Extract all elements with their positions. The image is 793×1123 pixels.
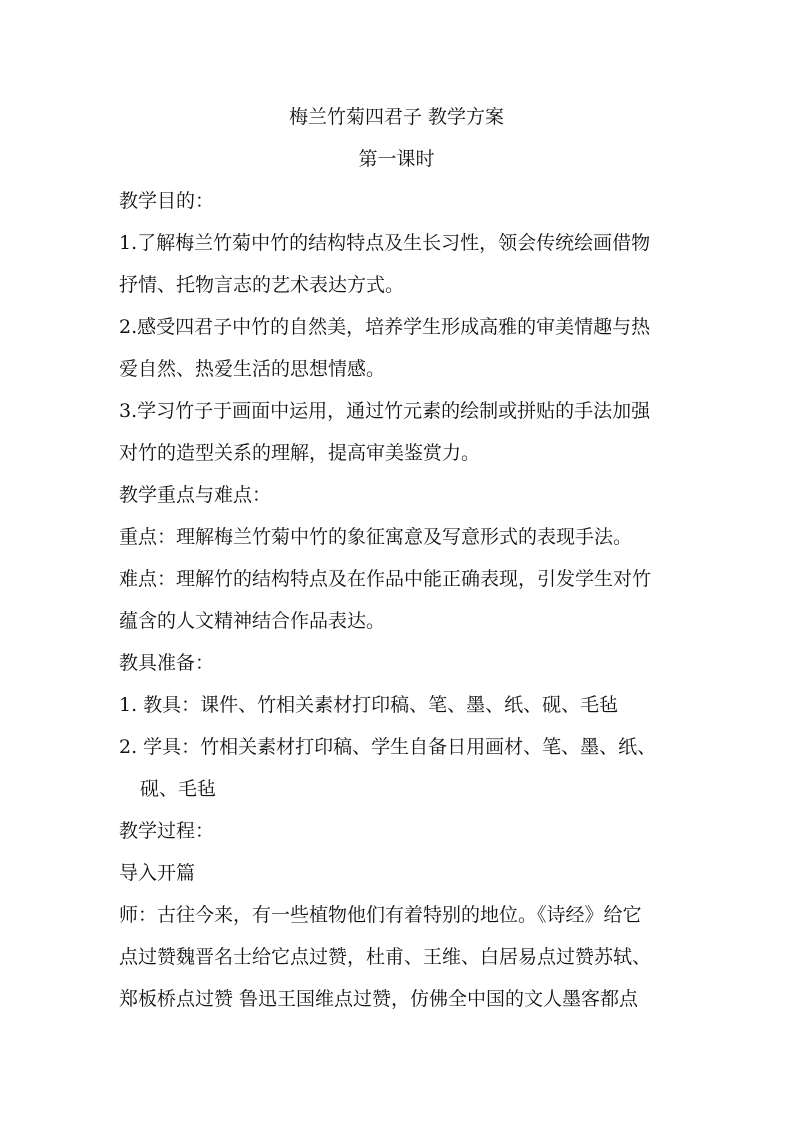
lesson-subtitle: 第一课时 bbox=[358, 148, 435, 170]
student-materials-line-1: 2. 学具：竹相关素材打印稿、学生自备日用画材、笔、墨、纸、 bbox=[119, 736, 657, 758]
teacher-speech-line-3: 郑板桥点过赞 鲁迅王国维点过赞，仿佛全中国的文人墨客都点 bbox=[119, 988, 639, 1010]
teacher-speech-line-1: 师：古往今来，有一些植物他们有着特别的地位。《诗经》给它 bbox=[119, 904, 642, 926]
section-heading-process: 教学过程： bbox=[119, 820, 215, 842]
section-heading-materials: 教具准备： bbox=[119, 652, 215, 674]
difficulty-line-1: 难点：理解竹的结构特点及在作品中能正确表现，引发学生对竹 bbox=[119, 568, 652, 590]
difficulty-line-2: 蕴含的人文精神结合作品表达。 bbox=[119, 610, 386, 632]
objective-1-line-2: 抒情、托物言志的艺术表达方式。 bbox=[119, 274, 405, 296]
objective-3-line-2: 对竹的造型关系的理解，提高审美鉴赏力。 bbox=[119, 442, 481, 464]
teacher-speech-line-2: 点过赞魏晋名士给它点过赞，杜甫、王维、白居易点过赞苏轼、 bbox=[119, 946, 652, 968]
section-heading-objectives: 教学目的： bbox=[119, 190, 215, 212]
key-point-text: 重点：理解梅兰竹菊中竹的象征寓意及写意形式的表现手法。 bbox=[119, 526, 633, 548]
student-materials-line-2: 砚、毛毡 bbox=[140, 778, 217, 800]
objective-2-line-1: 2.感受四君子中竹的自然美，培养学生形成高雅的审美情趣与热 bbox=[119, 316, 651, 338]
objective-3-line-1: 3.学习竹子于画面中运用，通过竹元素的绘制或拼贴的手法加强 bbox=[119, 400, 651, 422]
intro-heading: 导入开篇 bbox=[119, 862, 196, 884]
teacher-materials: 1. 教具：课件、竹相关素材打印稿、笔、墨、纸、砚、毛毡 bbox=[119, 694, 619, 716]
document-title: 梅兰竹菊四君子 教学方案 bbox=[288, 106, 505, 128]
section-heading-key-points: 教学重点与难点： bbox=[119, 484, 272, 506]
objective-1-line-1: 1.了解梅兰竹菊中竹的结构特点及生长习性，领会传统绘画借物 bbox=[119, 232, 651, 254]
objective-2-line-2: 爱自然、热爱生活的思想情感。 bbox=[119, 358, 386, 380]
